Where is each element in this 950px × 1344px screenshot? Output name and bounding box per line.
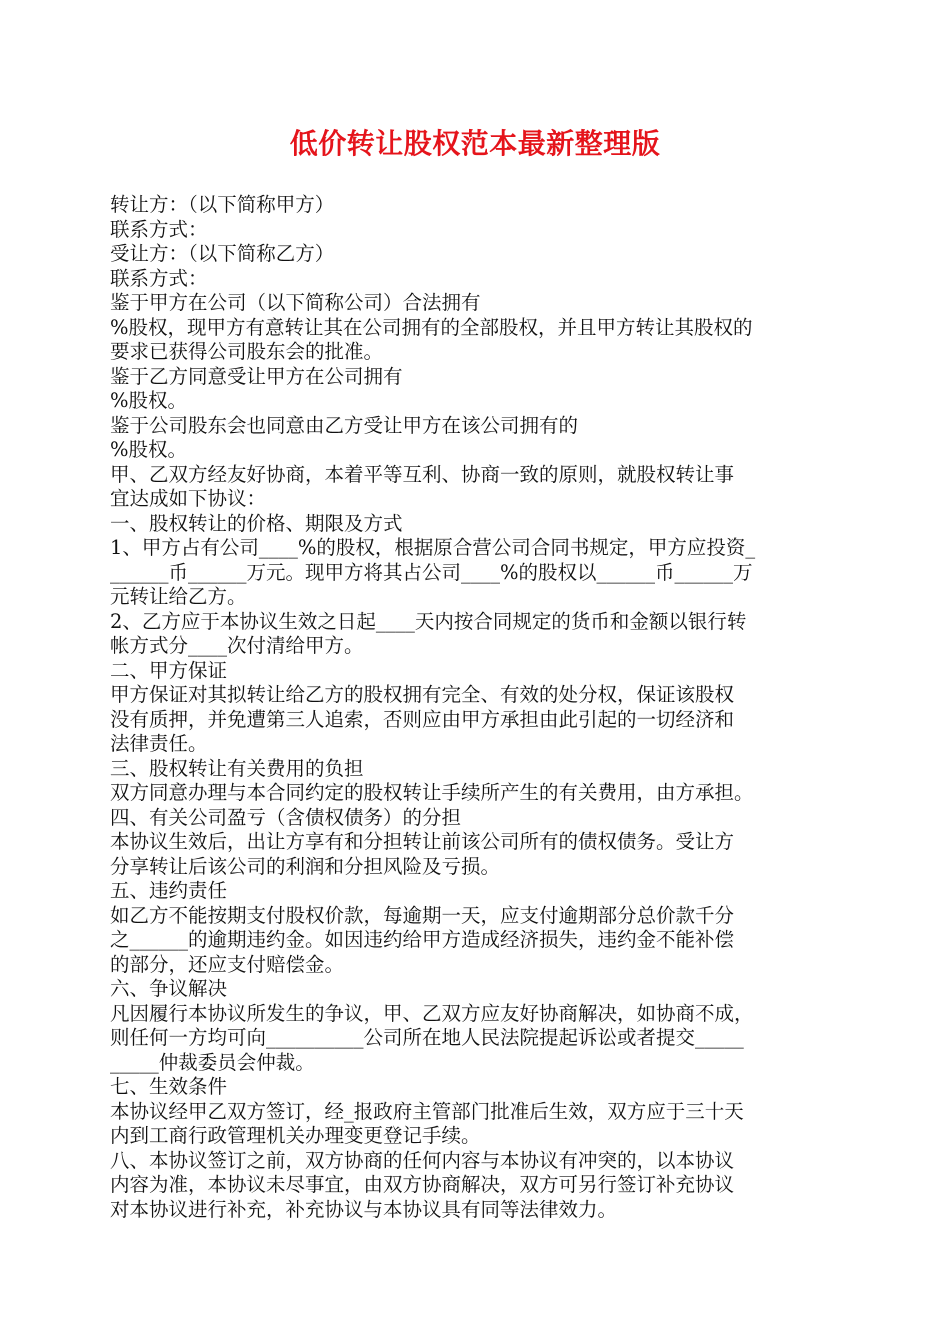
document-line: 没有质押，并免遭第三人追索，否则应由甲方承担由此引起的一切经济和 bbox=[110, 707, 735, 731]
document-line: 四、有关公司盈亏（含债权债务）的分担 bbox=[110, 805, 462, 829]
document-line: 五、违约责任 bbox=[110, 879, 228, 902]
document-line: 宜达成如下协议： bbox=[110, 487, 267, 510]
document-line: 甲方保证对其拟转让给乙方的股权拥有完全、有效的处分权，保证该股权 bbox=[110, 683, 735, 706]
document-line: 之______的逾期违约金。如因违约给甲方造成经济损失，违约金不能补偿 bbox=[110, 928, 735, 951]
document-line: _____仲裁委员会仲裁。 bbox=[110, 1050, 315, 1074]
document-line: 凡因履行本协议所发生的争议，甲、乙双方应友好协商解决，如协商不成， bbox=[110, 1001, 754, 1025]
document-line: %股权。 bbox=[110, 389, 188, 412]
document-line: 的部分，还应支付赔偿金。 bbox=[110, 952, 345, 976]
document-line: 六、争议解决 bbox=[110, 977, 228, 1000]
document-line: 一、股权转让的价格、期限及方式 bbox=[110, 511, 403, 535]
document-line: 如乙方不能按期支付股权价款，每逾期一天，应支付逾期部分总价款千分 bbox=[110, 903, 735, 927]
document-line: 甲、乙双方经友好协商，本着平等互利、协商一致的原则，就股权转让事 bbox=[110, 462, 735, 486]
document-line: 内容为准，本协议未尽事宜，由双方协商解决，双方可另行签订补充协议 bbox=[110, 1173, 735, 1196]
document-line: 元转让给乙方。 bbox=[110, 585, 247, 608]
document-line: 鉴于公司股东会也同意由乙方受让甲方在该公司拥有的 bbox=[110, 413, 579, 437]
document-line: 三、股权转让有关费用的负担 bbox=[110, 756, 364, 780]
document-line: 本协议生效后，出让方享有和分担转让前该公司所有的债权债务。受让方 bbox=[110, 830, 735, 853]
document-line: 七、生效条件 bbox=[110, 1075, 228, 1098]
document-line: 联系方式： bbox=[110, 266, 208, 290]
document-line: 则任何一方均可向__________公司所在地人民法院提起诉讼或者提交_____ bbox=[110, 1026, 744, 1049]
document-line: ______币______万元。现甲方将其占公司____%的股权以______币______万 bbox=[110, 560, 753, 584]
document-line: 1、甲方占有公司____%的股权，根据原合营公司合同书规定，甲方应投资_ bbox=[110, 536, 756, 559]
document-line: 联系方式： bbox=[110, 217, 208, 241]
document-line: 受让方：（以下简称乙方） bbox=[110, 242, 335, 265]
document-title: 低价转让股权范本最新整理版 bbox=[289, 127, 661, 160]
document-line: 对本协议进行补充，补充协议与本协议具有同等法律效力。 bbox=[110, 1197, 618, 1221]
document-line: 双方同意办理与本合同约定的股权转让手续所产生的有关费用，由方承担。 bbox=[110, 781, 754, 804]
document-line: 要求已获得公司股东会的批准。 bbox=[110, 340, 384, 363]
document-line: 二、甲方保证 bbox=[110, 658, 228, 682]
document-line: 本协议经甲乙双方签订，经_报政府主管部门批准后生效，双方应于三十天 bbox=[110, 1099, 744, 1123]
document-line: 法律责任。 bbox=[110, 732, 208, 755]
document-line: 鉴于乙方同意受让甲方在公司拥有 bbox=[110, 364, 403, 388]
document-line: 2、乙方应于本协议生效之日起____天内按合同规定的货币和金额以银行转 bbox=[110, 609, 747, 633]
document-line: 八、本协议签订之前，双方协商的任何内容与本协议有冲突的，以本协议 bbox=[110, 1148, 735, 1172]
document-line: 鉴于甲方在公司（以下简称公司）合法拥有 bbox=[110, 291, 481, 314]
document-line: 帐方式分____次付清给甲方。 bbox=[110, 634, 364, 657]
document-line: 转让方：（以下简称甲方） bbox=[110, 193, 335, 216]
document-line: %股权。 bbox=[110, 438, 188, 461]
document-line: 分享转让后该公司的利润和分担风险及亏损。 bbox=[110, 854, 501, 878]
document-body bbox=[110, 193, 870, 1222]
document-line: 内到工商行政管理机关办理变更登记手续。 bbox=[110, 1124, 481, 1147]
document-line: %股权，现甲方有意转让其在公司拥有的全部股权，并且甲方转让其股权的 bbox=[110, 315, 753, 339]
